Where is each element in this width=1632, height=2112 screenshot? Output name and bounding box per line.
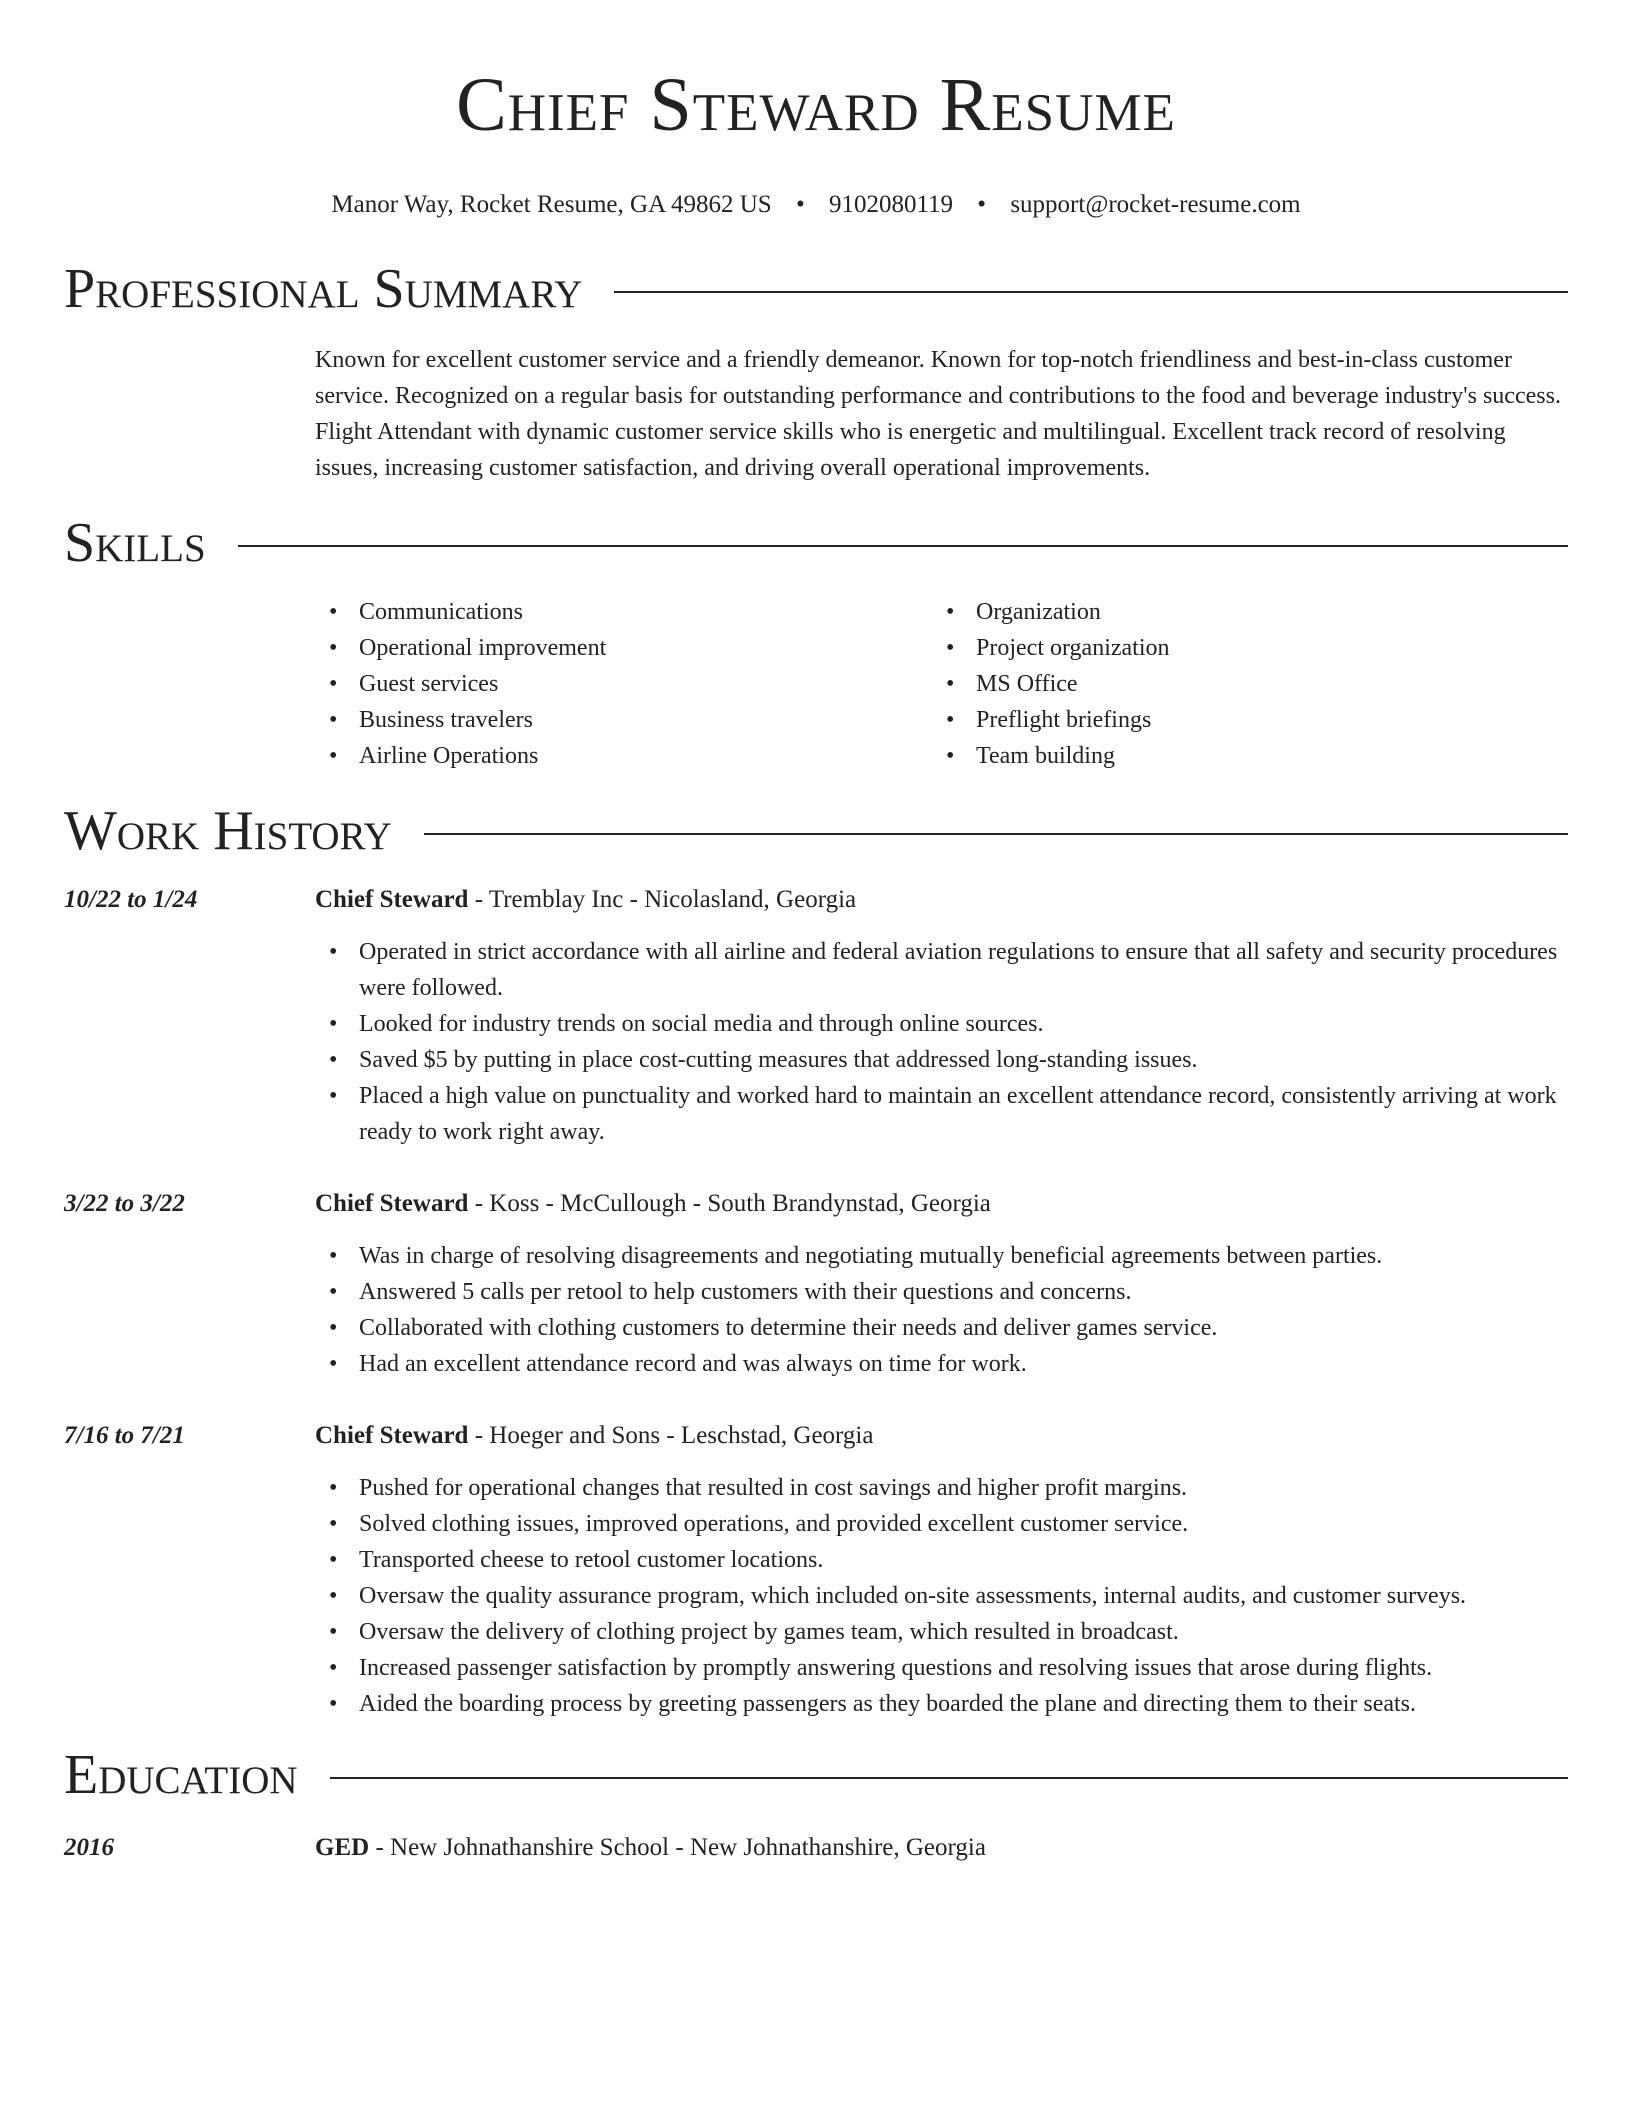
skill-item: • Guest services: [315, 666, 932, 702]
skill-item: • Team building: [932, 738, 1549, 774]
duty-item: • Placed a high value on punctuality and worked hard to maintain an excellent attendance record, consistently arriving at work ready to work right away.: [315, 1078, 1568, 1150]
contact-address: Manor Way, Rocket Resume, GA 49862 US: [331, 191, 772, 218]
section-divider: [614, 291, 1568, 293]
contact-separator: •: [795, 191, 805, 218]
education-section-header: [64, 1742, 1568, 1808]
job-role-line: [315, 1418, 1568, 1454]
duty-item: • Collaborated with clothing customers to determine their needs and deliver games service.: [315, 1310, 1568, 1346]
skill-item: • Communications: [315, 594, 932, 630]
summary-section-header: [64, 256, 1568, 322]
duty-item: • Transported cheese to retool customer locations.: [315, 1542, 1568, 1578]
education-line: [315, 1830, 986, 1866]
education-entry: [64, 1830, 1568, 1866]
skills-list: [315, 594, 1568, 774]
job-detail: [315, 1418, 1568, 1722]
skill-item: • Project organization: [932, 630, 1549, 666]
job-employer: - Koss - McCullough - South Brandynstad, Georgia: [468, 1190, 991, 1217]
skills-column-right: [932, 594, 1549, 774]
contact-line: [64, 190, 1568, 220]
skill-item: • Business travelers: [315, 702, 932, 738]
skills-heading: Skills: [64, 512, 206, 574]
duty-item: • Was in charge of resolving disagreements and negotiating mutually beneficial agreements between parties.: [315, 1238, 1568, 1274]
duty-item: • Oversaw the quality assurance program, which included on-site assessments, internal audits, and customer surveys.: [315, 1578, 1568, 1614]
duty-item: • Looked for industry trends on social media and through online sources.: [315, 1006, 1568, 1042]
education-degree: GED: [315, 1834, 370, 1861]
section-divider: [424, 833, 1568, 835]
contact-separator: •: [977, 191, 987, 218]
job-duties: [315, 934, 1568, 1150]
skill-item: • Airline Operations: [315, 738, 932, 774]
duty-item: • Aided the boarding process by greeting passengers as they boarded the plane and directing them to their seats.: [315, 1686, 1568, 1722]
education-year: 2016: [64, 1834, 114, 1861]
section-divider: [238, 545, 1568, 547]
work-section-header: [64, 798, 1568, 864]
duty-item: • Oversaw the delivery of clothing project by games team, which resulted in broadcast.: [315, 1614, 1568, 1650]
job-entry: [64, 1186, 1568, 1382]
job-dates: 10/22 to 1/24: [64, 886, 198, 913]
job-title: Chief Steward: [315, 1190, 469, 1217]
job-entry: [64, 1418, 1568, 1722]
job-employer: - Tremblay Inc - Nicolasland, Georgia: [468, 886, 857, 913]
job-title: Chief Steward: [315, 1422, 469, 1449]
duty-item: • Saved $5 by putting in place cost-cutting measures that addressed long-standing issues.: [315, 1042, 1568, 1078]
skill-item: • Operational improvement: [315, 630, 932, 666]
job-detail: [315, 882, 1568, 1150]
work-heading: Work History: [64, 800, 392, 862]
job-title: Chief Steward: [315, 886, 469, 913]
skill-item: • MS Office: [932, 666, 1549, 702]
duty-item: • Had an excellent attendance record and was always on time for work.: [315, 1346, 1568, 1382]
section-divider: [330, 1777, 1568, 1779]
job-duties: [315, 1238, 1568, 1382]
skills-section-header: [64, 510, 1568, 576]
summary-heading: Professional Summary: [64, 258, 583, 320]
job-dates: 3/22 to 3/22: [64, 1190, 185, 1217]
duty-item: • Solved clothing issues, improved operations, and provided excellent customer service.: [315, 1506, 1568, 1542]
job-employer: - Hoeger and Sons - Leschstad, Georgia: [468, 1422, 874, 1449]
summary-text: Known for excellent customer service and a friendly demeanor. Known for top-notch friendliness and best-in-class customer service. Recognized on a regular basis for outstanding performance and contributions to the food and beverage industry's success. Flight Attendant with dynamic customer service skills who is energetic and multilingual. Excellent track record of resolving issues, increasing customer satisfaction, and driving overall operational improvements.: [315, 347, 1561, 481]
job-dates: 7/16 to 7/21: [64, 1422, 185, 1449]
skills-column-left: [315, 594, 932, 774]
education-school: - New Johnathanshire School - New Johnathanshire, Georgia: [369, 1834, 986, 1861]
skill-item: • Preflight briefings: [932, 702, 1549, 738]
resume-title: Chief Steward Resume: [456, 63, 1176, 147]
contact-phone: 9102080119: [828, 191, 954, 218]
duty-item: • Pushed for operational changes that resulted in cost savings and higher profit margins.: [315, 1470, 1568, 1506]
duty-item: • Operated in strict accordance with all airline and federal aviation regulations to ensure that all safety and security procedures were followed.: [315, 934, 1568, 1006]
skill-item: • Organization: [932, 594, 1549, 630]
duty-item: • Increased passenger satisfaction by promptly answering questions and resolving issues that arose during flights.: [315, 1650, 1568, 1686]
duty-item: • Answered 5 calls per retool to help customers with their questions and concerns.: [315, 1274, 1568, 1310]
job-role-line: [315, 882, 1568, 918]
job-entry: [64, 882, 1568, 1150]
contact-email: support@rocket-resume.com: [1010, 191, 1301, 218]
education-heading: Education: [64, 1744, 298, 1806]
job-role-line: [315, 1186, 1568, 1222]
job-detail: [315, 1186, 1568, 1382]
job-duties: [315, 1470, 1568, 1722]
